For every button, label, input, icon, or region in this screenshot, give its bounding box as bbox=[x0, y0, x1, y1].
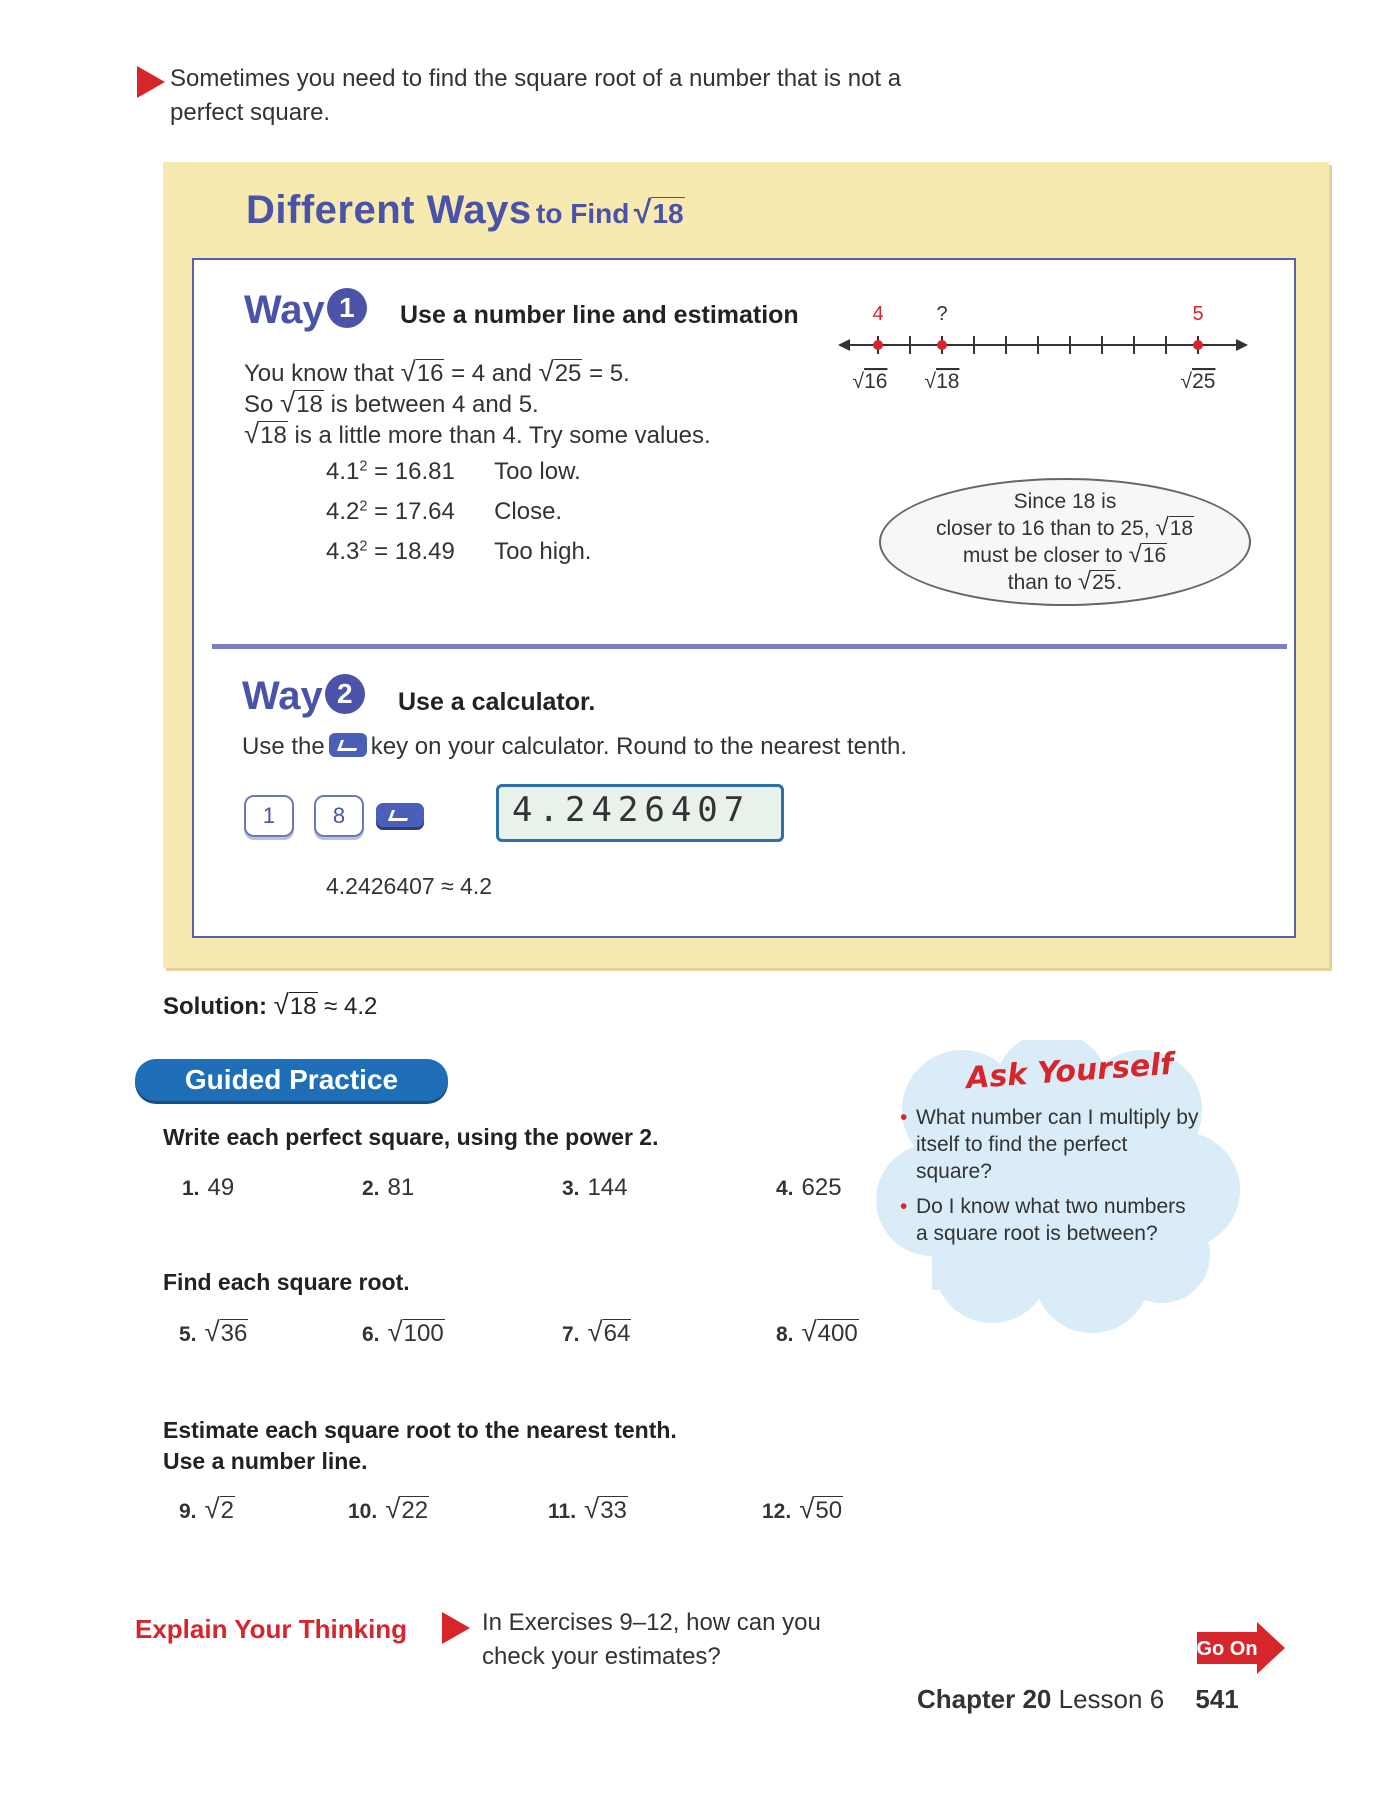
way2-description: Use a calculator. bbox=[398, 688, 596, 716]
calculator-key-8: 8 bbox=[314, 795, 364, 837]
calculator-display-value: 4.2426407 bbox=[512, 790, 751, 830]
panel-title bbox=[246, 188, 685, 233]
footer-page-number: 541 bbox=[1195, 1684, 1239, 1714]
go-on-arrow[interactable] bbox=[1195, 1622, 1287, 1674]
instruction-perfect-square: Write each perfect square, using the power 2. bbox=[163, 1124, 659, 1150]
trial-row: $4.3^2 = 18.49$ Too high. bbox=[326, 538, 592, 565]
panel-title-sub: to Find bbox=[536, 198, 630, 229]
page-footer bbox=[917, 1684, 1239, 1715]
number-line-point bbox=[1193, 340, 1203, 350]
number-line-point bbox=[937, 340, 947, 350]
footer-chapter: Chapter 20 bbox=[917, 1684, 1052, 1714]
number-line-radical-18: √18 bbox=[924, 370, 960, 393]
number-line-label-4: 4 bbox=[872, 303, 884, 325]
exercise-item: 5. √36 bbox=[179, 1316, 248, 1347]
way1-line-1: You know that √16 = 4 and √25 = 5. bbox=[244, 356, 630, 387]
way1-number-badge: 1 bbox=[327, 288, 367, 328]
trial-row: $4.1^2 = 16.81$ Too low. bbox=[326, 458, 581, 485]
rounding-result: 4.2426407 ≈ 4.2 bbox=[326, 873, 493, 899]
exercise-item: 8. √400 bbox=[776, 1316, 858, 1347]
way1-line-2: So √18 is between 4 and 5. bbox=[244, 387, 539, 418]
exercise-item: 12. √50 bbox=[762, 1493, 843, 1524]
callout-text: Since 18 is closer to 16 than to 25, √18 must be closer to √16 than to √25. bbox=[935, 490, 1194, 595]
ask-yourself-title: Ask Yourself bbox=[965, 1046, 1175, 1097]
calculator-key-1: 1 bbox=[244, 795, 294, 837]
way1-word: Way bbox=[244, 288, 325, 332]
exercise-item: 7. √64 bbox=[562, 1316, 631, 1347]
exercise-item: 9. √2 bbox=[179, 1493, 235, 1524]
number-line-radical-25: √25 bbox=[1180, 370, 1216, 393]
ask-yourself-list bbox=[900, 1104, 1200, 1255]
panel-title-main: Different Ways bbox=[246, 188, 532, 232]
way2-instruction: Use the key on your calculator. Round to the nearest tenth. bbox=[242, 733, 908, 760]
instruction-estimate: Estimate each square root to the nearest tenth. Use a number line. bbox=[163, 1417, 677, 1474]
number-line-label-5: 5 bbox=[1192, 303, 1204, 325]
ways-divider bbox=[212, 644, 1287, 649]
number-line-label-question: ? bbox=[936, 303, 948, 325]
number-line-point bbox=[873, 340, 883, 350]
way1-heading bbox=[244, 288, 367, 333]
exercise-item: 1. 49 bbox=[182, 1174, 235, 1201]
number-line-right-arrow-icon bbox=[1236, 339, 1248, 351]
explain-question: In Exercises 9–12, how can you check your estimates? bbox=[482, 1609, 821, 1670]
ask-question: • What number can I multiply by itself to find the perfect square? bbox=[900, 1104, 1200, 1185]
square-root-key-icon bbox=[329, 733, 367, 757]
exercise-item: 6. √100 bbox=[362, 1316, 444, 1347]
number-line bbox=[838, 300, 1258, 410]
go-on-label: Go On bbox=[1196, 1638, 1258, 1660]
exercise-item: 4. 625 bbox=[776, 1174, 842, 1201]
ask-question: • Do I know what two numbers a square root is between? bbox=[900, 1193, 1200, 1247]
intro-text: Sometimes you need to find the square root of a number that is not a perfect square. bbox=[170, 65, 902, 126]
exercise-item: 3. 144 bbox=[562, 1174, 628, 1201]
exercise-item: 2. 81 bbox=[362, 1174, 415, 1201]
number-line-left-arrow-icon bbox=[838, 339, 850, 351]
way1-description: Use a number line and estimation bbox=[400, 301, 799, 329]
trial-row: $4.2^2 = 17.64$ Close. bbox=[326, 498, 563, 525]
guided-practice-badge: Guided Practice bbox=[135, 1059, 448, 1101]
explain-arrow-icon bbox=[442, 1612, 470, 1644]
explain-your-thinking-label: Explain Your Thinking bbox=[135, 1614, 408, 1644]
exercise-item: 10. √22 bbox=[348, 1493, 429, 1524]
intro-arrow-icon bbox=[137, 66, 165, 98]
solution-line: Solution: √18 ≈ 4.2 bbox=[163, 989, 378, 1020]
way2-heading bbox=[242, 674, 365, 719]
exercise-item: 11. √33 bbox=[548, 1493, 627, 1524]
panel-title-radical: √18 bbox=[633, 194, 684, 230]
way2-number-badge: 2 bbox=[325, 674, 365, 714]
way1-line-3: √18 is a little more than 4. Try some values. bbox=[244, 418, 711, 449]
instruction-square-root: Find each square root. bbox=[163, 1269, 410, 1295]
footer-lesson: Lesson 6 bbox=[1058, 1684, 1165, 1714]
calculator-sqrt-key-icon bbox=[376, 803, 424, 827]
number-line-radical-16: √16 bbox=[852, 370, 888, 393]
way2-word: Way bbox=[242, 674, 323, 718]
